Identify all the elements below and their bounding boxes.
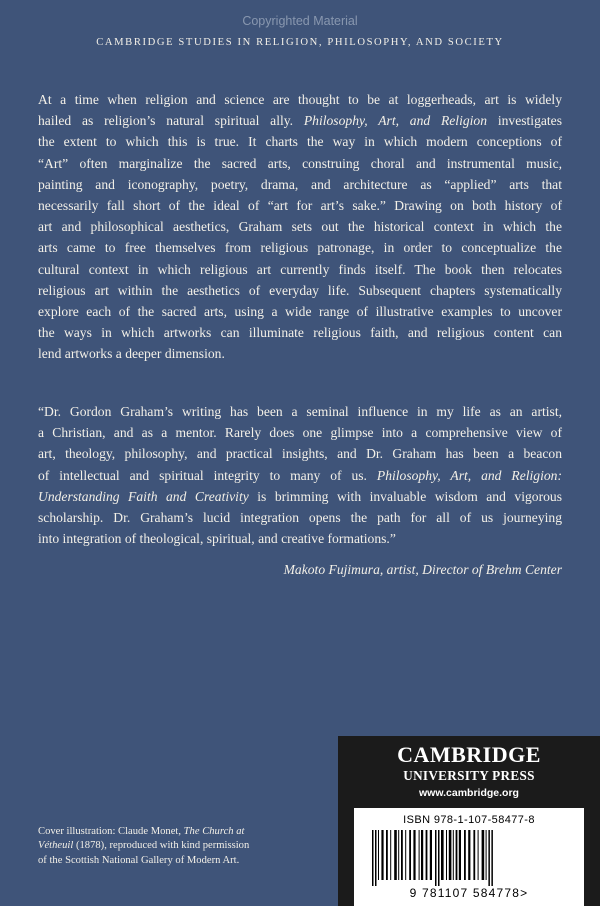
description-line: the ways in which artworks can illuminate religious faith, and religious content can: [38, 325, 562, 341]
barcode-panel: [354, 808, 584, 906]
description-line: At a time when religion and science are thought to be at loggerheads, art is widely: [38, 92, 562, 107]
quote-line: Understanding Faith and Creativity is brimming with invaluable wisdom and vigorous: [38, 488, 562, 504]
publisher-box: [338, 736, 600, 906]
cover-credit: Cover illustration: Claude Monet, The Church at Vétheuil (1878), reproduced with kind permission of the Scottish National Gallery of Modern Art.: [38, 826, 250, 866]
description-line: cultural context in which religious art currently finds itself. The book then relocates: [38, 261, 562, 277]
book-subtitle-italic: Understanding Faith and Creativity: [38, 488, 249, 504]
description-line: hailed as religion’s natural spiritual ally. Philosophy, Art, and Religion investigates: [38, 113, 563, 129]
isbn-label: ISBN 978-1-107-58477-8: [403, 814, 535, 826]
publisher-logo-subname: UNIVERSITY PRESS: [403, 768, 535, 783]
quote-line: a Christian, and as a mentor. Rarely does one glimpse into a comprehensive view of: [38, 425, 562, 441]
description-line: explore each of the sacred arts, using a wide range of illustrative examples to uncover: [38, 304, 562, 320]
quote-line: of intellectual and spiritual integrity to many of us. Philosophy, Art, and Religion:: [38, 467, 562, 483]
quote-line: “Dr. Gordon Graham’s writing has been a seminal influence in my life as an artist,: [38, 404, 562, 419]
description-line: arts came to free themselves from religious patronage, in order to conceptualize the: [38, 240, 562, 256]
quote-line: into integration of theological, spiritual, and creative formations.”: [38, 531, 396, 547]
watermark: Copyrighted Material: [242, 14, 358, 28]
series-title: CAMBRIDGE STUDIES IN RELIGION, PHILOSOPHY, AND SOCIETY: [96, 37, 504, 48]
barcode-icon: [366, 830, 572, 886]
book-title-italic: Philosophy, Art, and Religion:: [376, 467, 562, 483]
barcode-digits: 9 781107 584778>: [409, 886, 529, 900]
publisher-url: www.cambridge.org: [419, 787, 519, 799]
book-title-italic: Philosophy, Art, and Religion: [303, 113, 488, 129]
publisher-logo-name: CAMBRIDGE: [397, 742, 541, 767]
description-line: painting and iconography, poetry, drama, and architecture as “applied” arts that: [38, 176, 562, 192]
description-line: “Art” often marginalize the sacred arts, construing choral and instrumental music,: [38, 155, 562, 171]
quote-line: art, theology, philosophy, and practical insights, and Dr. Graham has been a beacon: [38, 446, 562, 462]
description-line: religious art within the aesthetics of everyday life. Subsequent chapters systematically: [38, 282, 562, 298]
endorsement-quote: [38, 401, 562, 549]
quote-attribution: Makoto Fujimura, artist, Director of Brehm Center: [283, 562, 562, 577]
description-line: the extent to which this is true. It charts the way in which modern conceptions of: [38, 134, 562, 150]
book-description: [38, 89, 562, 365]
quote-line: scholarship. Dr. Graham’s lucid integration opens the path for all of us journeying: [38, 510, 562, 526]
description-line: necessarily fall short of the ideal of “art for art’s sake.” Drawing on both history of: [38, 198, 562, 214]
description-line: art and philosophical aesthetics, Graham sets out the historical context in which the: [38, 219, 562, 235]
description-line: lend artworks a deeper dimension.: [38, 346, 225, 362]
